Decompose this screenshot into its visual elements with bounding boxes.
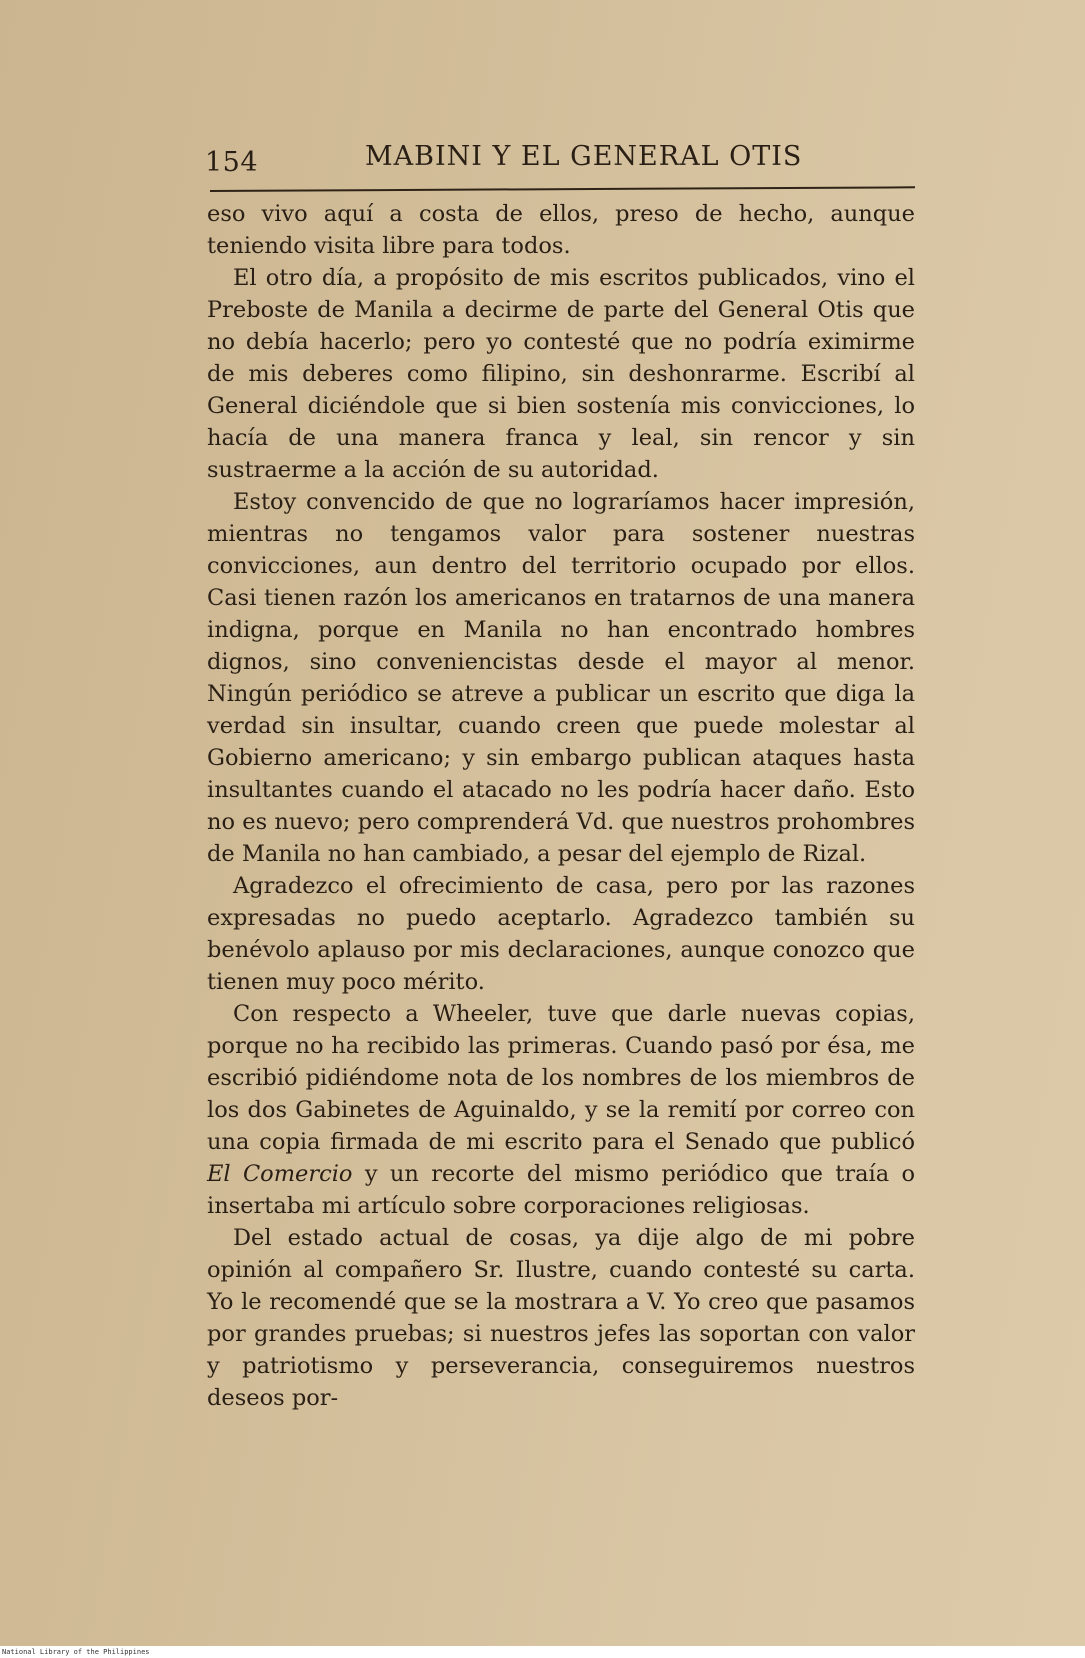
body-text bbox=[207, 198, 915, 1414]
running-title: MABINI Y EL GENERAL OTIS bbox=[365, 141, 803, 172]
library-credit: National Library of the Philippines bbox=[2, 1648, 150, 1656]
header-rule bbox=[210, 186, 915, 192]
paragraph-2: El otro día, a propósito de mis escritos publicados, vino el Preboste de Manila a decirme de parte del General Otis que no debía hacerlo; pero yo contesté que no podría eximirme de mis deberes como filipino, sin deshonrarme. Escribí al General diciéndole que si bien sostenía mis convicciones, lo hacía de una manera franca y leal, sin rencor y sin sustraerme a la acción de su autoridad. bbox=[207, 265, 915, 483]
footer-strip bbox=[0, 1646, 1085, 1658]
paragraph-6: Del estado actual de cosas, ya dije algo de mi pobre opinión al compañero Sr. Ilustre, cuando contesté su carta. Yo le recomendé que se la mostrara a V. Yo creo que pasamos por grandes pruebas; si nuestros jefes las soportan con valor y patriotismo y perseverancia, conseguiremos nuestros deseos por- bbox=[207, 1225, 915, 1411]
paragraph-5-text-a: Con respecto a Wheeler, tuve que darle nuevas copias, porque no ha recibido las primeras. Cuando pasó por ésa, me escribió pidiéndome nota de los nombres de los miembros de los dos Gabinetes de Aguinaldo, y se la remití por correo con una copia firmada de mi escrito para el Senado que publicó bbox=[207, 1001, 915, 1155]
paragraph-5-text-b: y un recorte del mismo periódico que traía o insertaba mi artículo sobre corporaciones religiosas. bbox=[207, 1161, 915, 1219]
paragraph-1: eso vivo aquí a costa de ellos, preso de hecho, aunque teniendo visita libre para todos. bbox=[207, 201, 915, 259]
paragraph-4: Agradezco el ofrecimiento de casa, pero por las razones expresadas no puedo aceptarlo. Agradezco también su benévolo aplauso por mis declaraciones, aunque conozco que tienen muy poco mérito. bbox=[207, 873, 915, 995]
paragraph-5 bbox=[207, 998, 915, 1222]
page-header bbox=[205, 137, 918, 185]
newspaper-title: El Comercio bbox=[207, 1161, 353, 1187]
paragraph-3: Estoy convencido de que no lograríamos hacer impresión, mientras no tengamos valor para sostener nuestras convicciones, aun dentro del territorio ocupado por ellos. Casi tienen razón los americanos en tratarnos de una manera indigna, porque en Manila no han encontrado hombres dignos, sino conveniencistas desde el mayor al menor. Ningún periódico se atreve a publicar un escrito que diga la verdad sin insultar, cuando creen que puede molestar al Gobierno americano; y sin embargo publican ataques hasta insultantes cuando el atacado no les podría hacer daño. Esto no es nuevo; pero comprenderá Vd. que nuestros prohombres de Manila no han cambiado, a pesar del ejemplo de Rizal. bbox=[207, 489, 915, 867]
page-number: 154 bbox=[205, 147, 259, 178]
